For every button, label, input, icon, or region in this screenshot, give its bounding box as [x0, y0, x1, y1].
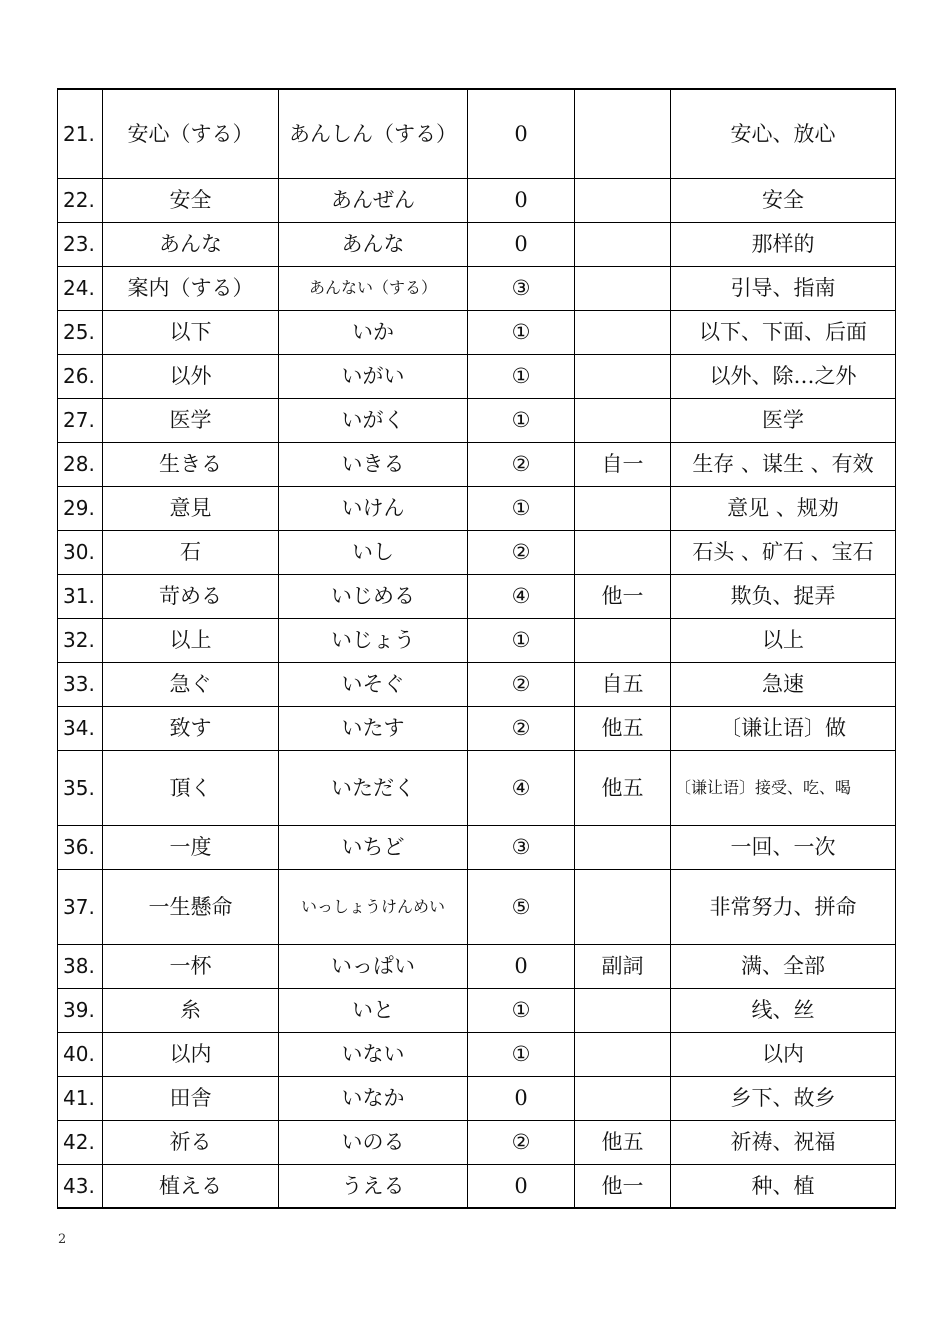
entry-kana: いがい [279, 354, 468, 398]
entry-kana: いそぐ [279, 662, 468, 706]
entry-kana: あんぜん [279, 178, 468, 222]
table-row [58, 574, 896, 618]
table-row [58, 398, 896, 442]
entry-part-of-speech [575, 310, 671, 354]
table-row [58, 662, 896, 706]
entry-kana: いと [279, 988, 468, 1032]
entry-kana: あんない（する） [279, 266, 468, 310]
entry-kana: いたす [279, 706, 468, 750]
entry-accent: 0 [468, 1164, 575, 1208]
entry-kana: いなか [279, 1076, 468, 1120]
entry-meaning: 满、全部 [671, 944, 896, 988]
entry-accent: ② [468, 530, 575, 574]
entry-kana: いがく [279, 398, 468, 442]
entry-meaning: 引导、指南 [671, 266, 896, 310]
entry-kana: いけん [279, 486, 468, 530]
entry-meaning: 欺负、捉弄 [671, 574, 896, 618]
entry-accent: ② [468, 442, 575, 486]
entry-meaning: 意见 、规劝 [671, 486, 896, 530]
entry-number: 26. [58, 354, 103, 398]
entry-word: 以内 [103, 1032, 279, 1076]
page-number: 2 [58, 1232, 67, 1247]
entry-number: 23. [58, 222, 103, 266]
entry-meaning: 医学 [671, 398, 896, 442]
table-row [58, 1076, 896, 1120]
entry-meaning: 那样的 [671, 222, 896, 266]
entry-meaning: 一回、一次 [671, 825, 896, 869]
entry-meaning: 非常努力、拼命 [671, 869, 896, 944]
entry-number: 27. [58, 398, 103, 442]
entry-number: 43. [58, 1164, 103, 1208]
entry-number: 31. [58, 574, 103, 618]
entry-part-of-speech [575, 1032, 671, 1076]
entry-kana: いっぱい [279, 944, 468, 988]
entry-accent: ① [468, 618, 575, 662]
entry-word: 以外 [103, 354, 279, 398]
entry-part-of-speech [575, 618, 671, 662]
entry-number: 34. [58, 706, 103, 750]
entry-word: 一杯 [103, 944, 279, 988]
entry-part-of-speech [575, 89, 671, 178]
entry-accent: ① [468, 310, 575, 354]
entry-part-of-speech: 他五 [575, 706, 671, 750]
entry-part-of-speech [575, 398, 671, 442]
table-row [58, 89, 896, 178]
entry-number: 40. [58, 1032, 103, 1076]
table-row [58, 486, 896, 530]
entry-number: 39. [58, 988, 103, 1032]
entry-meaning: 以内 [671, 1032, 896, 1076]
entry-accent: ⑤ [468, 869, 575, 944]
entry-meaning: 线、丝 [671, 988, 896, 1032]
table-row [58, 750, 896, 825]
entry-number: 30. [58, 530, 103, 574]
entry-kana: いない [279, 1032, 468, 1076]
entry-number: 22. [58, 178, 103, 222]
entry-number: 29. [58, 486, 103, 530]
entry-meaning: 安全 [671, 178, 896, 222]
entry-part-of-speech [575, 354, 671, 398]
table-row [58, 1164, 896, 1208]
entry-kana: いきる [279, 442, 468, 486]
entry-meaning: 〔谦让语〕做 [671, 706, 896, 750]
entry-accent: ① [468, 486, 575, 530]
entry-accent: ① [468, 1032, 575, 1076]
entry-word: 田舎 [103, 1076, 279, 1120]
table-row [58, 530, 896, 574]
table-row [58, 266, 896, 310]
entry-word: 急ぐ [103, 662, 279, 706]
entry-part-of-speech: 自五 [575, 662, 671, 706]
entry-meaning: 以上 [671, 618, 896, 662]
entry-word: 意見 [103, 486, 279, 530]
entry-word: 石 [103, 530, 279, 574]
entry-meaning: 种、植 [671, 1164, 896, 1208]
entry-kana: いじめる [279, 574, 468, 618]
entry-word: 頂く [103, 750, 279, 825]
entry-part-of-speech [575, 869, 671, 944]
entry-word: 医学 [103, 398, 279, 442]
table-row [58, 1120, 896, 1164]
entry-accent: 0 [468, 944, 575, 988]
entry-part-of-speech [575, 486, 671, 530]
table-row [58, 706, 896, 750]
entry-kana: いのる [279, 1120, 468, 1164]
entry-part-of-speech: 自一 [575, 442, 671, 486]
entry-number: 41. [58, 1076, 103, 1120]
entry-word: 苛める [103, 574, 279, 618]
entry-kana: いし [279, 530, 468, 574]
entry-number: 35. [58, 750, 103, 825]
entry-word: 一生懸命 [103, 869, 279, 944]
entry-accent: 0 [468, 222, 575, 266]
entry-word: 糸 [103, 988, 279, 1032]
entry-part-of-speech [575, 266, 671, 310]
entry-part-of-speech: 他一 [575, 574, 671, 618]
entry-accent: ① [468, 988, 575, 1032]
entry-meaning: 生存 、谋生 、有效 [671, 442, 896, 486]
entry-accent: ④ [468, 574, 575, 618]
entry-part-of-speech [575, 530, 671, 574]
entry-accent: 0 [468, 1076, 575, 1120]
table-row [58, 310, 896, 354]
entry-kana: いちど [279, 825, 468, 869]
entry-meaning: 以外、除…之外 [671, 354, 896, 398]
entry-meaning: 祈祷、祝福 [671, 1120, 896, 1164]
entry-word: 祈る [103, 1120, 279, 1164]
entry-kana: あんしん（する） [279, 89, 468, 178]
entry-accent: ③ [468, 266, 575, 310]
entry-meaning: 乡下、故乡 [671, 1076, 896, 1120]
entry-number: 28. [58, 442, 103, 486]
entry-number: 25. [58, 310, 103, 354]
entry-meaning: 急速 [671, 662, 896, 706]
table-row [58, 618, 896, 662]
entry-word: 案内（する） [103, 266, 279, 310]
entry-part-of-speech: 他五 [575, 750, 671, 825]
entry-accent: ② [468, 1120, 575, 1164]
entry-number: 42. [58, 1120, 103, 1164]
table-row [58, 1032, 896, 1076]
entry-accent: ③ [468, 825, 575, 869]
entry-number: 36. [58, 825, 103, 869]
entry-accent: ① [468, 354, 575, 398]
entry-word: 生きる [103, 442, 279, 486]
entry-word: 一度 [103, 825, 279, 869]
entry-meaning: 安心、放心 [671, 89, 896, 178]
entry-part-of-speech [575, 222, 671, 266]
entry-number: 37. [58, 869, 103, 944]
entry-number: 24. [58, 266, 103, 310]
entry-kana: いか [279, 310, 468, 354]
entry-kana: うえる [279, 1164, 468, 1208]
entry-accent: 0 [468, 178, 575, 222]
entry-part-of-speech [575, 825, 671, 869]
entry-meaning: 〔谦让语〕接受、吃、喝 [671, 750, 896, 825]
entry-part-of-speech [575, 988, 671, 1032]
entry-word: 植える [103, 1164, 279, 1208]
entry-number: 38. [58, 944, 103, 988]
entry-kana: あんな [279, 222, 468, 266]
entry-accent: ④ [468, 750, 575, 825]
entry-part-of-speech: 他一 [575, 1164, 671, 1208]
entry-part-of-speech [575, 1076, 671, 1120]
entry-word: 安全 [103, 178, 279, 222]
entry-part-of-speech: 他五 [575, 1120, 671, 1164]
table-row [58, 442, 896, 486]
entry-word: 以上 [103, 618, 279, 662]
entry-kana: いじょう [279, 618, 468, 662]
entry-word: 安心（する） [103, 89, 279, 178]
table-row [58, 222, 896, 266]
table-row [58, 944, 896, 988]
entry-number: 21. [58, 89, 103, 178]
entry-word: 致す [103, 706, 279, 750]
table-row [58, 354, 896, 398]
entry-number: 33. [58, 662, 103, 706]
entry-word: 以下 [103, 310, 279, 354]
entry-word: あんな [103, 222, 279, 266]
table-row [58, 869, 896, 944]
entry-number: 32. [58, 618, 103, 662]
table-row [58, 988, 896, 1032]
table-row [58, 825, 896, 869]
vocabulary-table [57, 88, 896, 1209]
table-row [58, 178, 896, 222]
entry-meaning: 以下、下面、后面 [671, 310, 896, 354]
entry-accent: 0 [468, 89, 575, 178]
entry-part-of-speech: 副詞 [575, 944, 671, 988]
entry-accent: ① [468, 398, 575, 442]
entry-part-of-speech [575, 178, 671, 222]
entry-accent: ② [468, 662, 575, 706]
entry-accent: ② [468, 706, 575, 750]
entry-kana: いただく [279, 750, 468, 825]
entry-meaning: 石头 、矿石 、宝石 [671, 530, 896, 574]
entry-kana: いっしょうけんめい [279, 869, 468, 944]
